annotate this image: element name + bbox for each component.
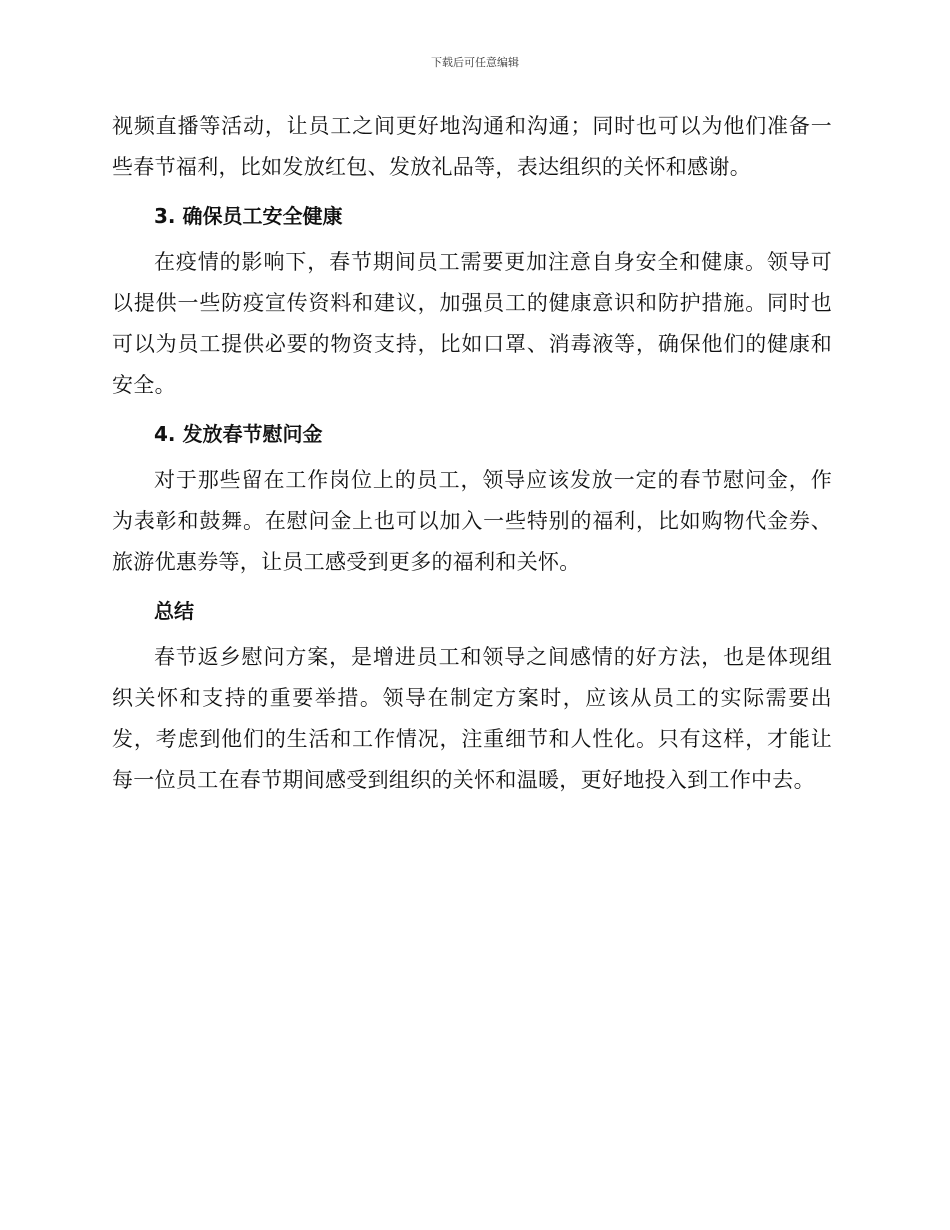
document-body <box>112 106 832 801</box>
section-heading-bonus: 4. 发放春节慰问金 <box>154 422 323 446</box>
paragraph-summary: 春节返乡慰问方案，是增进员工和领导之间感情的好方法，也是体现组织关怀和支持的重要举措。领导在制定方案时，应该从员工的实际需要出发，考虑到他们的生活和工作情况，注重细节和人性化。只有这样，才能让每一位员工在春节期间感受到组织的关怀和温暖，更好地投入到工作中去。 <box>112 645 832 792</box>
paragraph-bonus: 对于那些留在工作岗位上的员工，领导应该发放一定的春节慰问金，作为表彰和鼓舞。在慰问金上也可以加入一些特别的福利，比如购物代金券、旅游优惠券等，让员工感受到更多的福利和关怀。 <box>112 468 832 574</box>
paragraph-continued: 视频直播等活动，让员工之间更好地沟通和沟通；同时也可以为他们准备一些春节福利，比如发放红包、发放礼品等，表达组织的关怀和感谢。 <box>112 114 832 179</box>
page-header: 下载后可任意编辑 <box>431 56 519 69</box>
section-heading-summary: 总结 <box>154 599 194 623</box>
section-heading-safety: 3. 确保员工安全健康 <box>154 204 343 228</box>
paragraph-safety: 在疫情的影响下，春节期间员工需要更加注意自身安全和健康。领导可以提供一些防疫宣传资料和建议，加强员工的健康意识和防护措施。同时也可以为员工提供必要的物资支持，比如口罩、消毒液等，确保他们的健康和安全。 <box>112 250 832 397</box>
